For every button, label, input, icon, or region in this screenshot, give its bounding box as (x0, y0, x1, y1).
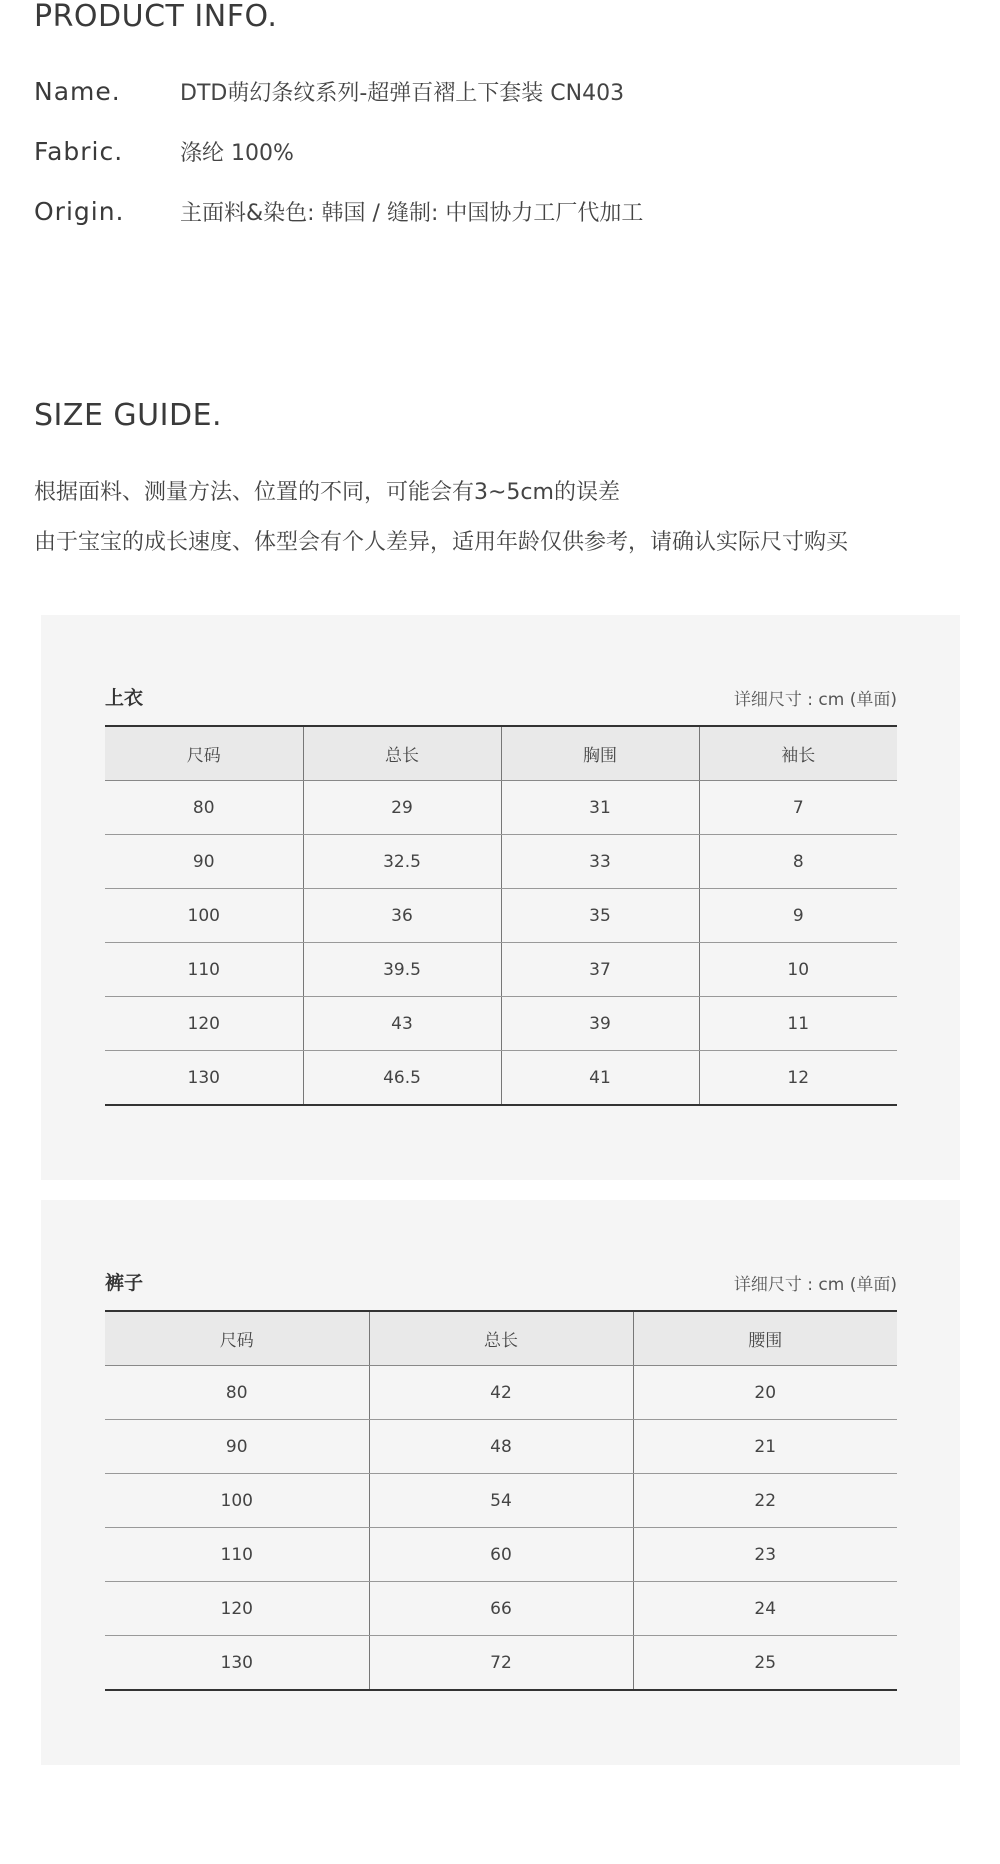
table-cell: 35 (501, 889, 699, 943)
table-cell: 110 (105, 1528, 369, 1582)
table-cell: 7 (699, 781, 897, 835)
table-cell: 43 (303, 997, 501, 1051)
size-table-pants (105, 1310, 897, 1691)
table-cell: 66 (369, 1582, 633, 1636)
size-table-title: 裤子 (105, 1272, 144, 1294)
table-row (105, 997, 897, 1051)
table-cell: 80 (105, 1366, 369, 1420)
size-guide-title: SIZE GUIDE. (34, 398, 223, 433)
info-row-name (34, 74, 934, 108)
column-header: 尺码 (105, 726, 303, 781)
table-cell: 80 (105, 781, 303, 835)
table-header-row (105, 1311, 897, 1366)
table-row (105, 1582, 897, 1636)
table-row (105, 1420, 897, 1474)
info-label-fabric: Fabric. (34, 136, 124, 166)
table-cell: 23 (633, 1528, 897, 1582)
column-header: 胸围 (501, 726, 699, 781)
table-cell: 48 (369, 1420, 633, 1474)
size-table-title: 上衣 (105, 687, 144, 709)
table-cell: 41 (501, 1051, 699, 1106)
table-row (105, 835, 897, 889)
table-cell: 90 (105, 835, 303, 889)
table-cell: 130 (105, 1636, 369, 1691)
table-cell: 10 (699, 943, 897, 997)
table-row (105, 889, 897, 943)
size-unit-note: 详细尺寸 : cm (单面) (733, 690, 897, 710)
table-cell: 130 (105, 1051, 303, 1106)
info-label-name: Name. (34, 76, 121, 106)
table-cell: 11 (699, 997, 897, 1051)
table-cell: 90 (105, 1420, 369, 1474)
table-cell: 120 (105, 997, 303, 1051)
table-cell: 100 (105, 889, 303, 943)
info-value-name: DTD萌幻条纹系列-超弹百褶上下套装 CN403 (180, 80, 625, 106)
table-cell: 39.5 (303, 943, 501, 997)
table-row (105, 781, 897, 835)
table-row (105, 1528, 897, 1582)
table-cell: 110 (105, 943, 303, 997)
size-panel-pants (41, 1200, 960, 1765)
size-panel-top (41, 615, 960, 1180)
table-row (105, 1474, 897, 1528)
table-cell: 37 (501, 943, 699, 997)
column-header: 尺码 (105, 1311, 369, 1366)
info-row-fabric (34, 134, 934, 168)
size-unit-note: 详细尺寸 : cm (单面) (733, 1275, 897, 1295)
column-header: 总长 (369, 1311, 633, 1366)
table-cell: 25 (633, 1636, 897, 1691)
table-cell: 31 (501, 781, 699, 835)
table-row (105, 943, 897, 997)
table-cell: 33 (501, 835, 699, 889)
table-cell: 8 (699, 835, 897, 889)
table-cell: 100 (105, 1474, 369, 1528)
size-table-top (105, 725, 897, 1106)
table-cell: 21 (633, 1420, 897, 1474)
table-row (105, 1636, 897, 1691)
table-cell: 9 (699, 889, 897, 943)
info-row-origin (34, 194, 934, 228)
column-header: 腰围 (633, 1311, 897, 1366)
table-cell: 36 (303, 889, 501, 943)
info-value-fabric: 涤纶 100% (180, 140, 294, 166)
table-row (105, 1051, 897, 1106)
table-cell: 120 (105, 1582, 369, 1636)
table-cell: 22 (633, 1474, 897, 1528)
table-row (105, 1366, 897, 1420)
table-cell: 42 (369, 1366, 633, 1420)
table-cell: 60 (369, 1528, 633, 1582)
size-note-age-reference: 由于宝宝的成长速度、体型会有个人差异，适用年龄仅供参考，请确认实际尺寸购买 (34, 530, 849, 555)
product-info-title: PRODUCT INFO. (34, 0, 278, 34)
table-cell: 46.5 (303, 1051, 501, 1106)
size-panel-header (105, 679, 897, 709)
table-cell: 39 (501, 997, 699, 1051)
table-cell: 24 (633, 1582, 897, 1636)
table-cell: 20 (633, 1366, 897, 1420)
size-panel-header (105, 1264, 897, 1294)
table-cell: 12 (699, 1051, 897, 1106)
column-header: 总长 (303, 726, 501, 781)
size-note-measurement: 根据面料、测量方法、位置的不同，可能会有3~5cm的误差 (34, 480, 620, 505)
table-cell: 32.5 (303, 835, 501, 889)
table-cell: 29 (303, 781, 501, 835)
info-value-origin: 主面料&染色: 韩国 / 缝制: 中国协力工厂代加工 (180, 200, 644, 226)
table-header-row (105, 726, 897, 781)
column-header: 袖长 (699, 726, 897, 781)
info-label-origin: Origin. (34, 196, 125, 226)
table-cell: 54 (369, 1474, 633, 1528)
table-cell: 72 (369, 1636, 633, 1691)
